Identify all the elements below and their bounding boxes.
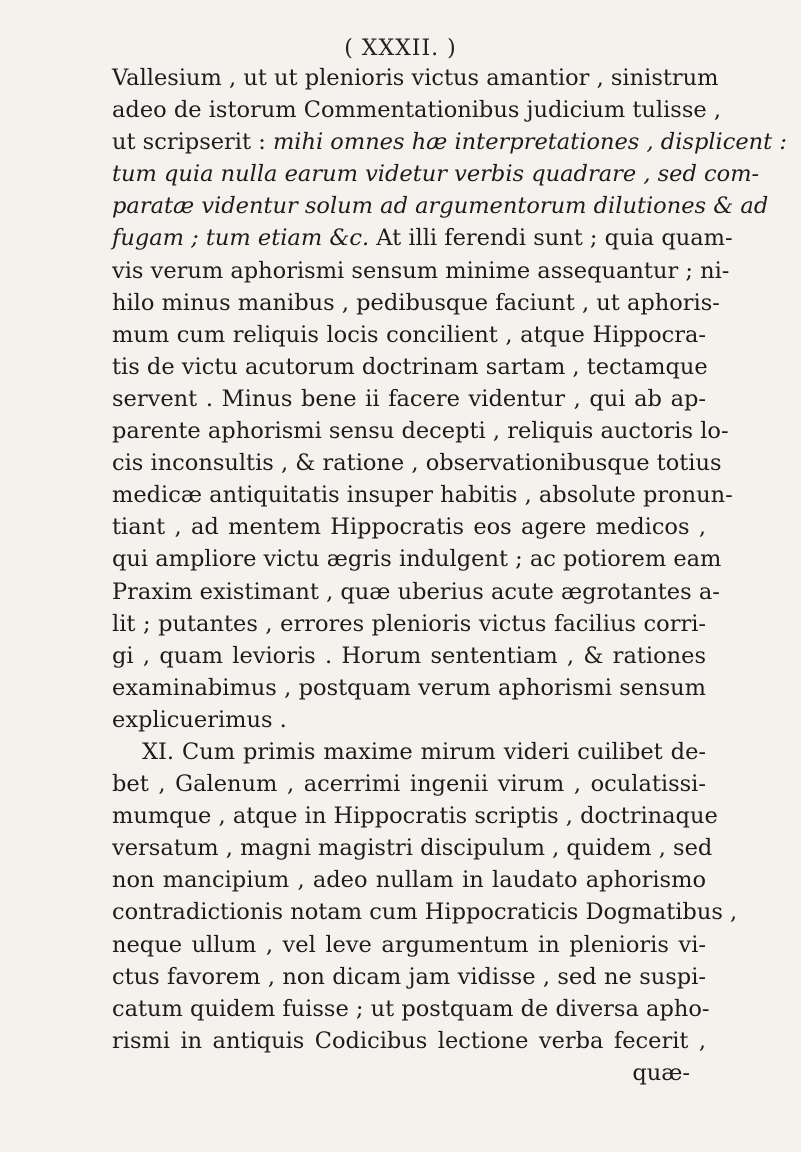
text-line: tiant , ad mentem Hippocratis eos agere medicos , <box>112 514 706 541</box>
text-line: neque ullum , vel leve argumentum in plenioris vi- <box>112 931 706 958</box>
text-line: ctus favorem , non dicam jam vidisse , sed ne suspi- <box>112 963 706 990</box>
body-text <box>112 62 787 1089</box>
text-line: hilo minus manibus , pedibusque faciunt , ut aphoris- <box>112 289 720 316</box>
text-line <box>112 222 733 254</box>
text-line: Vallesium , ut ut plenioris victus amantior , sinistrum <box>112 65 719 91</box>
text-line: examinabimus , postquam verum aphorismi sensum <box>112 674 706 701</box>
text-line: non mancipium , adeo nullam in laudato aphorismo <box>112 867 706 894</box>
page-header: ( XXXII. ) <box>344 36 457 61</box>
text-line: mumque , atque in Hippocratis scriptis , doctrinaque <box>112 803 718 830</box>
text-line: parente aphorismi sensu decepti , reliquis auctoris lo- <box>112 418 729 445</box>
text-line: paratæ videntur solum ad argumentorum dilutiones & ad <box>112 193 769 220</box>
text-line: mum cum reliquis locis concilient , atque Hippocra- <box>112 321 706 348</box>
text-line: XI. Cum primis maxime mirum videri cuilibet de- <box>142 738 706 765</box>
text-line: tis de victu acutorum doctrinam sartam , tectamque <box>112 353 708 380</box>
text-line: Praxim existimant , quæ uberius acute ægrotantes a- <box>112 578 720 605</box>
text-line: quæ- <box>632 1059 690 1086</box>
text-line: qui ampliore victu ægris indulgent ; ac potiorem eam <box>112 546 722 573</box>
text-line: servent . Minus bene ii facere videntur , qui ab ap- <box>112 385 706 412</box>
text-line: rismi in antiquis Codicibus lectione verba fecerit , <box>112 1027 706 1054</box>
text-line: cis inconsultis , & ratione , observationibusque totius <box>112 450 722 477</box>
text-segment: ut scripserit : <box>112 129 273 156</box>
text-line: tum quia nulla earum videtur verbis quadrare , sed com- <box>112 161 760 188</box>
text-line: gi , quam levioris . Horum sententiam , & rationes <box>112 642 706 669</box>
text-line: vis verum aphorismi sensum minime assequantur ; ni- <box>112 257 730 284</box>
text-segment: At illi ferendi sunt ; quia quam- <box>376 225 733 252</box>
text-line: explicuerimus . <box>112 706 287 733</box>
text-segment: fugam ; tum etiam &c. <box>112 225 377 252</box>
text-line: catum quidem fuisse ; ut postquam de diversa apho- <box>112 995 710 1022</box>
text-line: lit ; putantes , errores plenioris victus facilius corri- <box>112 610 706 637</box>
text-line: versatum , magni magistri discipulum , quidem , sed <box>112 835 713 862</box>
text-line: medicæ antiquitatis insuper habitis , absolute pronun- <box>112 482 733 509</box>
text-line: bet , Galenum , acerrimi ingenii virum , oculatissi- <box>112 771 706 798</box>
text-line: contradictionis notam cum Hippocraticis Dogmatibus , <box>112 899 738 926</box>
text-line: adeo de istorum Commentationibus judicium tulisse , <box>112 97 722 124</box>
text-line <box>112 126 787 158</box>
text-segment: mihi omnes hæ interpretationes , displicent : <box>272 129 787 156</box>
